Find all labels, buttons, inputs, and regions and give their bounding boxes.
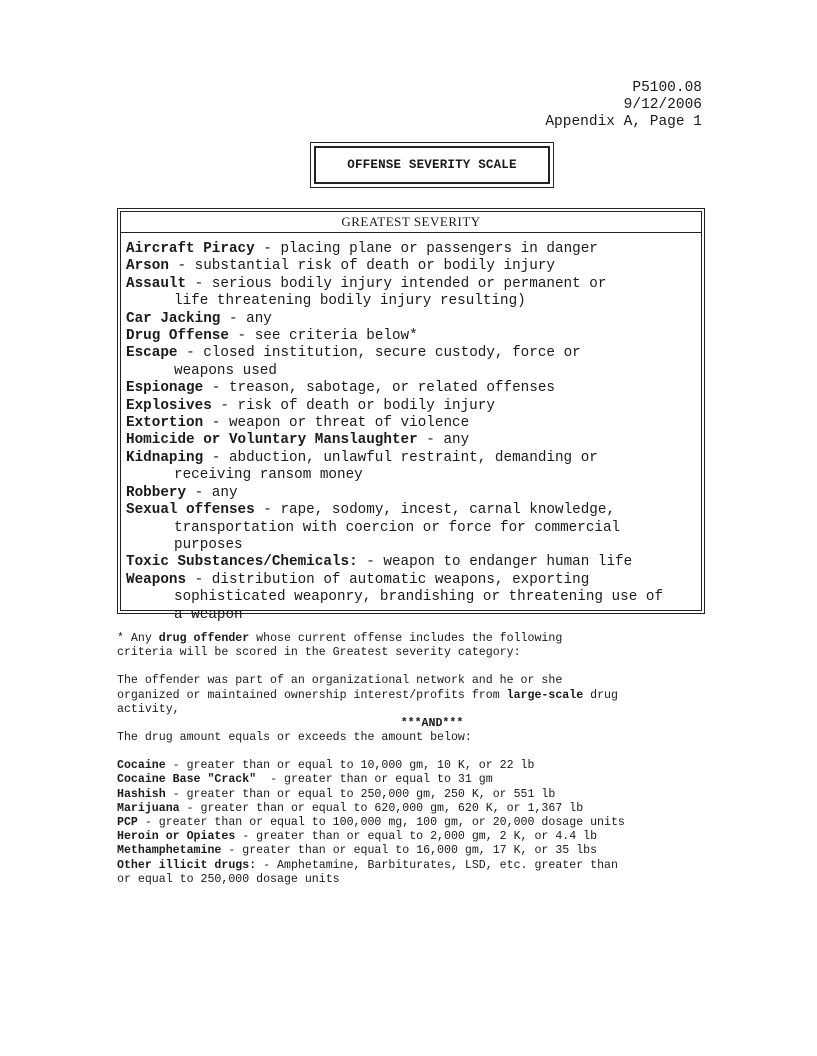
title-box: [310, 142, 554, 188]
severity-table-heading: GREATEST SEVERITY: [121, 212, 701, 233]
drug-threshold: - greater than or equal to 16,000 gm, 17 K, or 35 lbs: [221, 844, 598, 858]
page-reference: Appendix A, Page 1: [545, 114, 702, 130]
severity-table: [117, 208, 705, 623]
network-line-1: The offender was part of an organizational network and he or she: [117, 674, 563, 688]
offense-term: Explosives: [126, 397, 212, 414]
offense-item: [126, 415, 701, 432]
drug-threshold: - greater than or equal to 250,000 gm, 250 K, or 551 lb: [165, 787, 556, 801]
offense-term: Weapons: [126, 571, 187, 588]
offense-term: Extortion: [126, 415, 204, 432]
offense-item: [126, 311, 701, 328]
intro-bold-term: drug offender: [158, 632, 250, 645]
offense-term: Assault: [126, 275, 187, 292]
offense-item: [126, 345, 701, 380]
offense-description: - any: [186, 484, 238, 501]
offense-term: Toxic Substances/Chemicals:: [126, 554, 358, 571]
offense-item: [126, 572, 701, 624]
offense-term: Sexual offenses: [126, 502, 255, 519]
offense-item: [126, 450, 701, 485]
drug-threshold-item: [117, 830, 717, 844]
intro-text-end: whose current offense includes the following: [249, 632, 563, 645]
severity-table-inner: [120, 211, 702, 623]
drug-threshold-item: [117, 859, 717, 873]
offense-description-continued: transportation with coercion or force for commercial: [174, 519, 621, 536]
document-date: 9/12/2006: [623, 97, 702, 113]
criteria-intro-line-2: criteria will be scored in the Greatest severity category:: [117, 646, 521, 660]
intro-text: * Any: [117, 632, 159, 645]
offense-term: Espionage: [126, 380, 204, 397]
offense-item: [126, 241, 701, 258]
offense-term: Aircraft Piracy: [126, 241, 255, 257]
offense-item: [126, 502, 701, 554]
drug-name: PCP: [117, 816, 138, 830]
offense-description: - see criteria below*: [228, 328, 418, 345]
offense-description-continued: weapons used: [174, 362, 277, 379]
drug-threshold-item: [117, 759, 717, 773]
offense-description-continued: sophisticated weaponry, brandishing or threatening use of: [174, 589, 664, 606]
offense-description-continued: purposes: [174, 536, 243, 553]
offense-description: - treason, sabotage, or related offenses: [203, 380, 555, 397]
offense-item: [126, 554, 701, 571]
drug-name: Cocaine: [117, 759, 166, 773]
drug-name: Marijuana: [117, 801, 180, 815]
offense-term: Homicide or Voluntary Manslaughter: [126, 432, 418, 449]
offense-description: - distribution of automatic weapons, exporting: [186, 571, 590, 588]
offense-description: - abduction, unlawful restraint, demanding or: [203, 449, 598, 466]
network-bold-term: large-scale: [506, 688, 584, 702]
offense-description: - weapon to endanger human life: [357, 554, 633, 571]
offense-description: - serious bodily injury intended or permanent or: [186, 275, 607, 292]
drug-threshold-item: [117, 773, 717, 787]
drug-threshold-list: [117, 759, 717, 873]
offense-item: [126, 432, 701, 449]
page-title: OFFENSE SEVERITY SCALE: [314, 146, 550, 184]
offense-item: [126, 328, 701, 345]
drug-criteria-notes: [117, 632, 717, 887]
offense-description: - weapon or threat of violence: [203, 415, 470, 432]
network-line-3: activity,: [117, 702, 180, 716]
drug-threshold-last-line: or equal to 250,000 dosage units: [117, 872, 340, 886]
drug-threshold: - greater than or equal to 620,000 gm, 620 K, or 1,367 lb: [179, 801, 584, 815]
offense-term: Kidnaping: [126, 449, 204, 466]
drug-name: Heroin or Opiates: [117, 830, 236, 844]
offense-term: Escape: [126, 345, 178, 362]
document-number: P5100.08: [632, 80, 702, 96]
offense-description-continued: life threatening bodily injury resulting): [174, 293, 526, 310]
offense-term: Car Jacking: [126, 310, 221, 327]
drug-amount-line: The drug amount equals or exceeds the amount below:: [117, 731, 472, 745]
offense-item: [126, 258, 701, 275]
drug-name: Other illicit drugs:: [117, 858, 257, 872]
drug-threshold: - greater than or equal to 2,000 gm, 2 K, or 4.4 lb: [235, 830, 598, 844]
drug-threshold: - greater than or equal to 10,000 gm, 10 K, or 22 lb: [165, 759, 535, 773]
offense-item: [126, 398, 701, 415]
offense-description: - rape, sodomy, incest, carnal knowledge,: [254, 502, 616, 519]
drug-name: Hashish: [117, 787, 166, 801]
offense-term: Drug Offense: [126, 328, 229, 345]
offense-description: - placing plane or passengers in danger: [254, 241, 598, 257]
offense-description: - any: [417, 432, 470, 449]
drug-threshold: - greater than or equal to 100,000 mg, 100 gm, or 20,000 dosage units: [137, 816, 625, 830]
offense-description: - risk of death or bodily injury: [211, 397, 495, 414]
drug-name: Methamphetamine: [117, 844, 222, 858]
network-text-end: drug: [583, 688, 618, 702]
drug-name: Cocaine Base "Crack": [117, 773, 257, 787]
network-text: organized or maintained ownership interest/profits from: [117, 688, 507, 702]
drug-threshold: - greater than or equal to 31 gm: [256, 773, 493, 787]
offense-term: Robbery: [126, 484, 187, 501]
drug-threshold-item: [117, 788, 717, 802]
offense-item: [126, 380, 701, 397]
criteria-intro-line: [117, 632, 717, 646]
offense-description: - closed institution, secure custody, force or: [177, 345, 581, 362]
drug-threshold-item: [117, 802, 717, 816]
drug-threshold-item: [117, 844, 717, 858]
offense-description-continued: receiving ransom money: [174, 467, 363, 484]
network-line-2: [117, 689, 717, 703]
offense-description: - any: [220, 310, 272, 327]
offense-list: [121, 233, 701, 624]
offense-description: - substantial risk of death or bodily injury: [168, 258, 555, 275]
document-header: [545, 80, 702, 131]
offense-item: [126, 485, 701, 502]
and-separator: ***AND***: [400, 717, 464, 731]
offense-item: [126, 276, 701, 311]
offense-description-continued: a weapon: [174, 606, 243, 623]
drug-threshold-item: [117, 816, 717, 830]
offense-term: Arson: [126, 258, 169, 275]
drug-threshold: - Amphetamine, Barbiturates, LSD, etc. greater than: [256, 858, 618, 872]
